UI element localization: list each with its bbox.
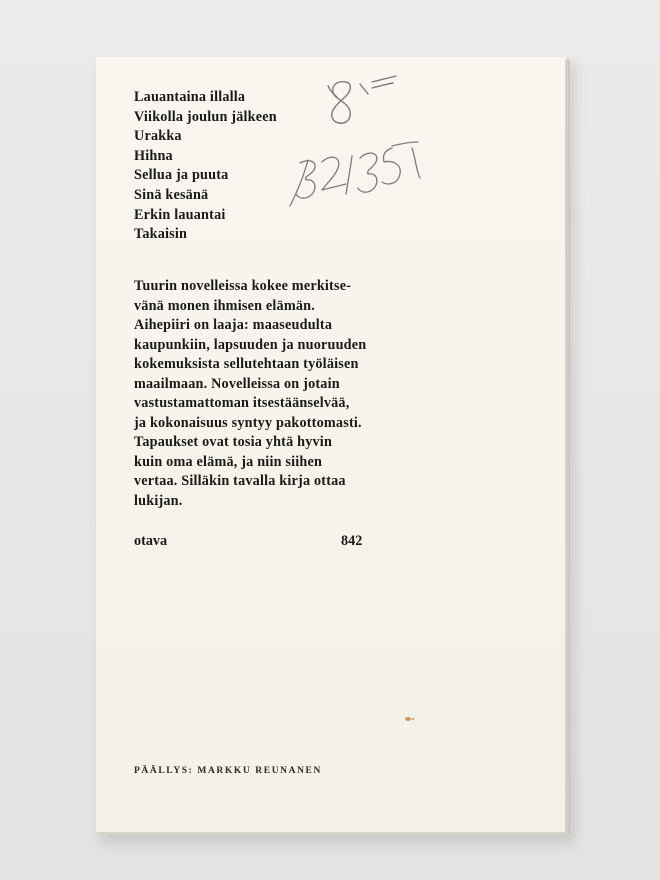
blurb-line: ja kokonaisuus syntyy pakottomasti. (134, 414, 362, 431)
blurb-line: Tuurin novelleissa kokee merkitse- (134, 278, 352, 294)
blurb-line: vastustamattoman itsestäänselvää, (134, 395, 350, 411)
blurb-line: vertaa. Silläkin tavalla kirja ottaa (134, 473, 346, 489)
book-page-edge (565, 60, 570, 834)
blurb-line: maailmaan. Novelleissa on jotain (134, 375, 340, 392)
contents-item: Hihna (134, 147, 173, 164)
blurb-line: kuin oma elämä, ja niin siihen (134, 453, 323, 470)
contents-item: Viikolla joulun jälkeen (134, 108, 277, 125)
contents-item: Takaisin (134, 226, 188, 243)
blurb-line: Aihepiiri on laaja: maaseudulta (134, 317, 333, 333)
series-number: 842 (341, 533, 363, 549)
blurb-line: Tapaukset ovat tosia yhtä hyvin (134, 434, 333, 450)
contents-item: Sinä kesänä (134, 186, 209, 203)
book-blurb (134, 277, 366, 511)
contents-item: Urakka (134, 128, 182, 145)
publisher-name: otava (134, 533, 168, 549)
blurb-line: lukijan. (134, 492, 183, 509)
blurb-line: vänä monen ihmisen elämän. (134, 297, 315, 314)
contents-item: Sellua ja puuta (134, 167, 229, 184)
table-of-contents (134, 88, 277, 245)
blurb-line: kaupunkiin, lapsuuden ja nuoruuden (134, 336, 367, 353)
contents-item: Erkin lauantai (134, 206, 226, 223)
contents-item: Lauantaina illalla (134, 89, 246, 105)
blurb-line: kokemuksista sellutehtaan työläisen (134, 356, 359, 372)
cover-design-credit: PÄÄLLYS: MARKKU REUNANEN (134, 766, 322, 776)
paper-stain-mark (404, 716, 416, 722)
